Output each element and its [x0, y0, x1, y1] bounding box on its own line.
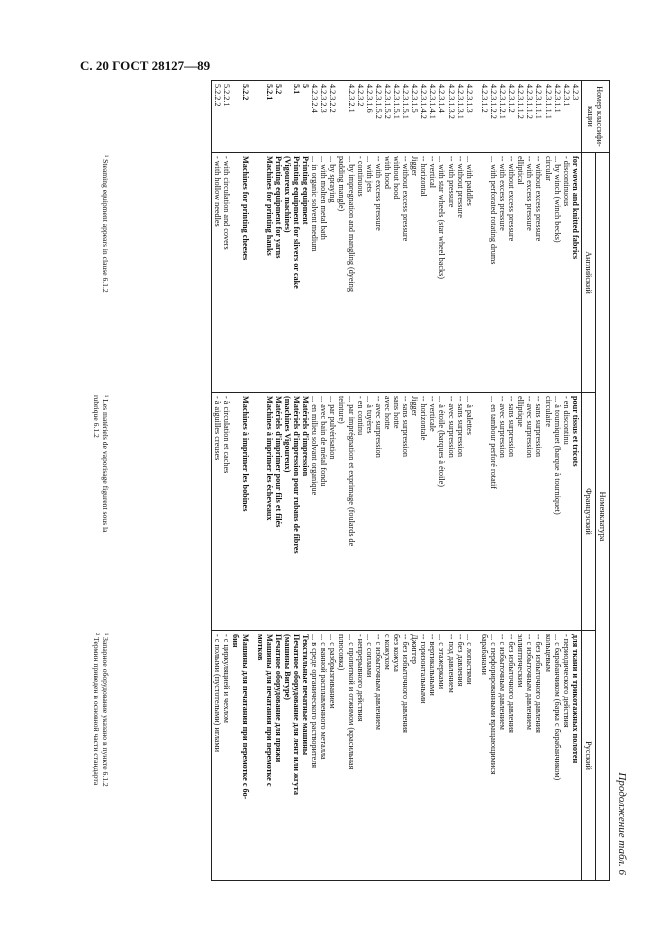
cell-line: 4.2.3.2.4: [310, 84, 320, 113]
cell-line: 4.2.3.1.5.1: [392, 84, 402, 119]
cell-line: -- без избыточного давления: [507, 634, 517, 733]
cell-line: 4.2.3.1.2: [507, 84, 517, 113]
cell-line: кольцевым: [543, 634, 553, 672]
cell-line: -- avec surpression: [373, 396, 383, 458]
english-cell: [479, 153, 582, 393]
classification-number-cell: [212, 81, 255, 153]
cell-line: 4.2.3.1.1.1: [543, 84, 553, 119]
cell-line: -- without excess pressure: [534, 156, 544, 242]
cell-line: - continuous: [355, 156, 365, 197]
cell-line: elliptique: [516, 396, 526, 427]
classification-number-cell: [255, 81, 479, 153]
cell-line: -- with excess pressure: [525, 156, 535, 231]
cell-line: ... with molten metal bath: [319, 156, 329, 240]
cell-line: ... с этажерками: [437, 634, 447, 690]
cell-line: 4.2.3.2.1: [346, 84, 356, 113]
cell-line: - en discontinu: [561, 396, 571, 445]
cell-line: Джиггер: [410, 634, 420, 664]
cell-line: pour tissus et tricots: [570, 396, 580, 467]
cell-line: -- avec surpression: [446, 396, 456, 458]
cell-line: [337, 84, 346, 149]
footnote-french-line: rubrique 6.1.2: [92, 395, 101, 438]
cell-line: 4.2.3.2.2: [328, 84, 338, 113]
cell-line: 4.2.3.1.1: [552, 84, 562, 113]
footnote-russian-line: ¹ Запарное оборудование указано в пункте 6.1.2: [101, 633, 110, 787]
cell-line: ... с ванной расплавленного металла: [319, 634, 329, 760]
cell-line: 5.1: [292, 84, 301, 95]
cell-line: ... в среде органического растворителя: [310, 634, 320, 769]
cell-line: с кожухом: [382, 634, 392, 670]
cell-line: эллиптическим: [516, 634, 526, 688]
cell-line: 4.2.3.2.3: [319, 84, 329, 113]
cell-line: 4.2.3.1.4.2: [419, 84, 429, 119]
cell-line: (машины Вигуре): [282, 634, 292, 701]
cell-line: circulaire: [543, 396, 553, 427]
cell-line: [283, 84, 292, 149]
cell-line: для ткани и трикотажных полотен: [570, 634, 580, 764]
cell-line: elliptical: [516, 156, 526, 185]
cell-line: Jigger: [410, 156, 420, 177]
cell-line: Machines for printing cheeses: [240, 156, 250, 261]
cell-line: - непрерывного действия: [355, 634, 365, 722]
cell-line: мотков: [255, 634, 265, 661]
cell-line: ... avec bain de métal fondu: [319, 396, 329, 487]
cell-line: -- без давления: [455, 634, 465, 687]
cell-line: Printing equipment for yarns: [273, 156, 283, 259]
cell-line: circular: [543, 156, 553, 181]
cell-line: -- with excess pressure: [373, 156, 383, 231]
cell-line: (machines Vigoureux): [282, 396, 292, 473]
cell-line: ... by spraying: [328, 156, 338, 203]
french-cell: [212, 393, 255, 631]
cell-line: плюсовка): [337, 634, 347, 671]
table-row: [212, 81, 255, 881]
cell-line: - discontinuous: [561, 156, 571, 207]
cell-line: барабанами: [479, 634, 489, 675]
cell-line: sans hotte: [392, 396, 402, 429]
cell-line: -- с избыточным давлением: [373, 634, 383, 730]
cell-line: - with circulation and covers: [222, 156, 232, 250]
rotated-table-block: [70, 80, 630, 880]
header-russian: Русский: [581, 631, 595, 881]
cell-line: ... by winch (winch becks): [552, 156, 562, 243]
cell-line: -- horizontale: [419, 396, 429, 441]
cell-line: 4.2.3.1.5: [410, 84, 420, 113]
cell-line: - с полыми (пустотелыми) иглами: [213, 634, 223, 753]
cell-line: (Vigoureux machines): [282, 156, 292, 233]
cell-line: Машины для печатания при перемотке с: [264, 634, 274, 787]
header-english: Английский: [581, 153, 595, 393]
cell-line: ... with jets: [364, 156, 374, 193]
cell-line: Matériels d'imprimer pour fils et filés: [273, 396, 283, 528]
cell-line: -- avec surpression: [525, 396, 535, 458]
cell-line: [231, 84, 240, 149]
cell-line: ... с лопастями: [464, 634, 474, 685]
footnote-russian-line: ² Термин приведен в основной части стандарта: [92, 633, 101, 786]
cell-line: without hood: [392, 156, 402, 200]
cell-line: -- с избыточным давлением: [498, 634, 508, 730]
cell-line: -- with pressure: [446, 156, 456, 208]
header-classification-number: Номер классифи- кации: [581, 81, 609, 153]
page-header: С. 20 ГОСТ 28127—89: [80, 58, 211, 73]
cell-line: ... en milieu solvant organique: [310, 396, 320, 496]
cell-line: - with hollow needles: [213, 156, 223, 227]
cell-line: бин: [231, 634, 241, 648]
cell-line: Machines à imprimer les bobines: [240, 396, 250, 512]
cell-line: 4.2.3.1.2: [479, 84, 489, 113]
english-cell: [212, 153, 255, 393]
cell-line: -- под давлением: [446, 634, 456, 693]
cell-line: ... à étoile (barques à étoile): [437, 396, 447, 487]
cell-line: ... par imprégnation et exprimage (foulards de: [346, 396, 356, 547]
cell-line: -- без избыточного давления: [534, 634, 544, 733]
cell-line: 4.2.3.1.2.1: [498, 84, 508, 119]
cell-line: -- avec surpression: [498, 396, 508, 458]
header-nomenclature: Номенклатура: [595, 153, 609, 881]
cell-line: 4.2.3.1: [561, 84, 571, 107]
cell-line: ... with paddles: [464, 156, 474, 206]
cell-line: ... с разбрызгиванием: [328, 634, 338, 709]
russian-cell: [212, 631, 255, 881]
cell-line: -- without excess pressure: [507, 156, 517, 242]
cell-line: Печатное оборудование для пряжи: [273, 634, 283, 763]
cell-line: Машины для печатания при перемотке с бо-: [240, 634, 250, 800]
cell-line: Matériels d'impression: [301, 396, 311, 477]
nomenclature-table: [211, 80, 610, 881]
cell-line: 5.2.2.1: [222, 84, 232, 107]
table-body: [212, 81, 582, 881]
footnote-english: ¹ Steaming equipment appears in clause 6.1.2: [101, 155, 110, 293]
footnote-french-line: ¹ Les matériels de vaporisage figurent sous la: [101, 395, 110, 533]
cell-line: avec hotte: [382, 396, 392, 430]
footnote-russian: [92, 633, 110, 879]
cell-line: Printing equipment for slivers or cake: [292, 156, 301, 289]
cell-line: ... с соплами: [364, 634, 374, 678]
cell-line: -- without pressure: [455, 156, 465, 218]
cell-line: 5: [301, 84, 311, 89]
cell-line: Printing equipment: [301, 156, 311, 225]
cell-line: 4.2.3.1.5.2: [373, 84, 383, 119]
cell-line: ... by impregnation and mangling (dyeing: [346, 156, 356, 292]
cell-line: Matériels d'impression pour rubans de fibres: [292, 396, 301, 554]
cell-line: 5.2: [273, 84, 283, 95]
cell-line: 5.2.2: [240, 84, 250, 101]
cell-line: ... with perforated rotating drums: [488, 156, 498, 265]
cell-line: teinture): [337, 396, 347, 424]
french-cell: [255, 393, 479, 631]
cell-line: 4.2.3.2: [355, 84, 365, 107]
cell-line: -- sans surpression: [455, 396, 465, 457]
cell-line: -- горизонтальными: [419, 634, 429, 704]
cell-line: padding mangle): [337, 156, 347, 212]
cell-line: 4.2.3.1.3.1: [455, 84, 465, 119]
cell-line: ... à tourniquet (barque à tourniquet): [552, 396, 562, 515]
cell-line: 4.2.3.1.4: [437, 84, 447, 113]
cell-line: - en continu: [355, 396, 365, 436]
cell-line: ... с перфорированными вращающимися: [488, 634, 498, 775]
cell-line: 4.2.3.1.3.2: [446, 84, 456, 119]
french-cell: [479, 393, 582, 631]
table-continuation-label: Продолжение табл. 6: [616, 772, 628, 875]
russian-cell: [479, 631, 582, 881]
cell-line: -- verticale: [428, 396, 438, 432]
cell-line: 4.2.3: [570, 84, 580, 101]
cell-line: ... с пропиткой и отжимом (красильная: [346, 634, 356, 770]
cell-line: 4.2.3.1.4.1: [428, 84, 438, 119]
cell-line: ... en tambour perforé rotatif: [488, 396, 498, 489]
cell-line: -- without excess pressure: [401, 156, 411, 242]
cell-line: -- sans surpression: [401, 396, 411, 457]
english-cell: [255, 153, 479, 393]
cell-line: -- с избыточным давлением: [525, 634, 535, 730]
cell-line: - à circulation et caches: [222, 396, 232, 474]
cell-line: for woven and knitted fabrics: [570, 156, 580, 260]
classification-number-cell: [479, 81, 582, 153]
cell-line: 5.2.2.2: [213, 84, 223, 107]
cell-line: 4.2.3.1.2.2: [488, 84, 498, 119]
cell-line: [231, 156, 240, 389]
cell-line: ... à tuyères: [364, 396, 374, 434]
cell-line: - периодического действия: [561, 634, 571, 728]
cell-line: Текстильные печатные машины: [301, 634, 311, 756]
cell-line: 4.2.3.1.1.2: [516, 84, 526, 119]
cell-line: 4.2.3.1.1.1: [534, 84, 544, 119]
cell-line: 4.2.3.1.3: [464, 84, 474, 113]
cell-line: -- vertical: [428, 156, 438, 189]
header-french: Французский: [581, 393, 595, 631]
footnote-french: [92, 395, 110, 627]
cell-line: -- sans surpression: [534, 396, 544, 457]
cell-line: -- без избыточного давления: [401, 634, 411, 733]
cell-line: Jigger: [410, 396, 420, 417]
cell-line: - с циркуляцией и чехлом: [222, 634, 232, 723]
cell-line: - à aiguilles creuses: [213, 396, 223, 461]
cell-line: ... with star wheels (star wheel backs): [437, 156, 447, 280]
cell-line: 4.2.3.1.1.2: [525, 84, 535, 119]
cell-line: без кожуха: [392, 634, 402, 672]
cell-line: Machines for printing hanks: [264, 156, 274, 256]
table-row: [479, 81, 582, 881]
cell-line: 4.2.3.1.5.1: [401, 84, 411, 119]
cell-line: ... с барабанчиком (барка с барабанчиком): [552, 634, 562, 781]
cell-line: ... à palettes: [464, 396, 474, 435]
cell-line: Machines à imprimer les écheveaux: [264, 396, 274, 521]
cell-line: 4.2.3.1.5.2: [382, 84, 392, 119]
cell-line: Печатное оборудование для лент или жгута: [292, 634, 301, 795]
table-row: [255, 81, 479, 881]
cell-line: with hood: [382, 156, 392, 189]
cell-line: -- вертикальными: [428, 634, 438, 696]
cell-line: ... par pulvérisation: [328, 396, 338, 460]
russian-cell: [255, 631, 479, 881]
cell-line: -- with excess pressure: [498, 156, 508, 231]
cell-line: [231, 396, 240, 627]
cell-line: 4.2.3.1.6: [364, 84, 374, 113]
cell-line: 5.2.1: [264, 84, 274, 101]
cell-line: ... in organic solvent medium: [310, 156, 320, 252]
cell-line: -- sans surpression: [507, 396, 517, 457]
cell-line: -- horizontal: [419, 156, 429, 197]
